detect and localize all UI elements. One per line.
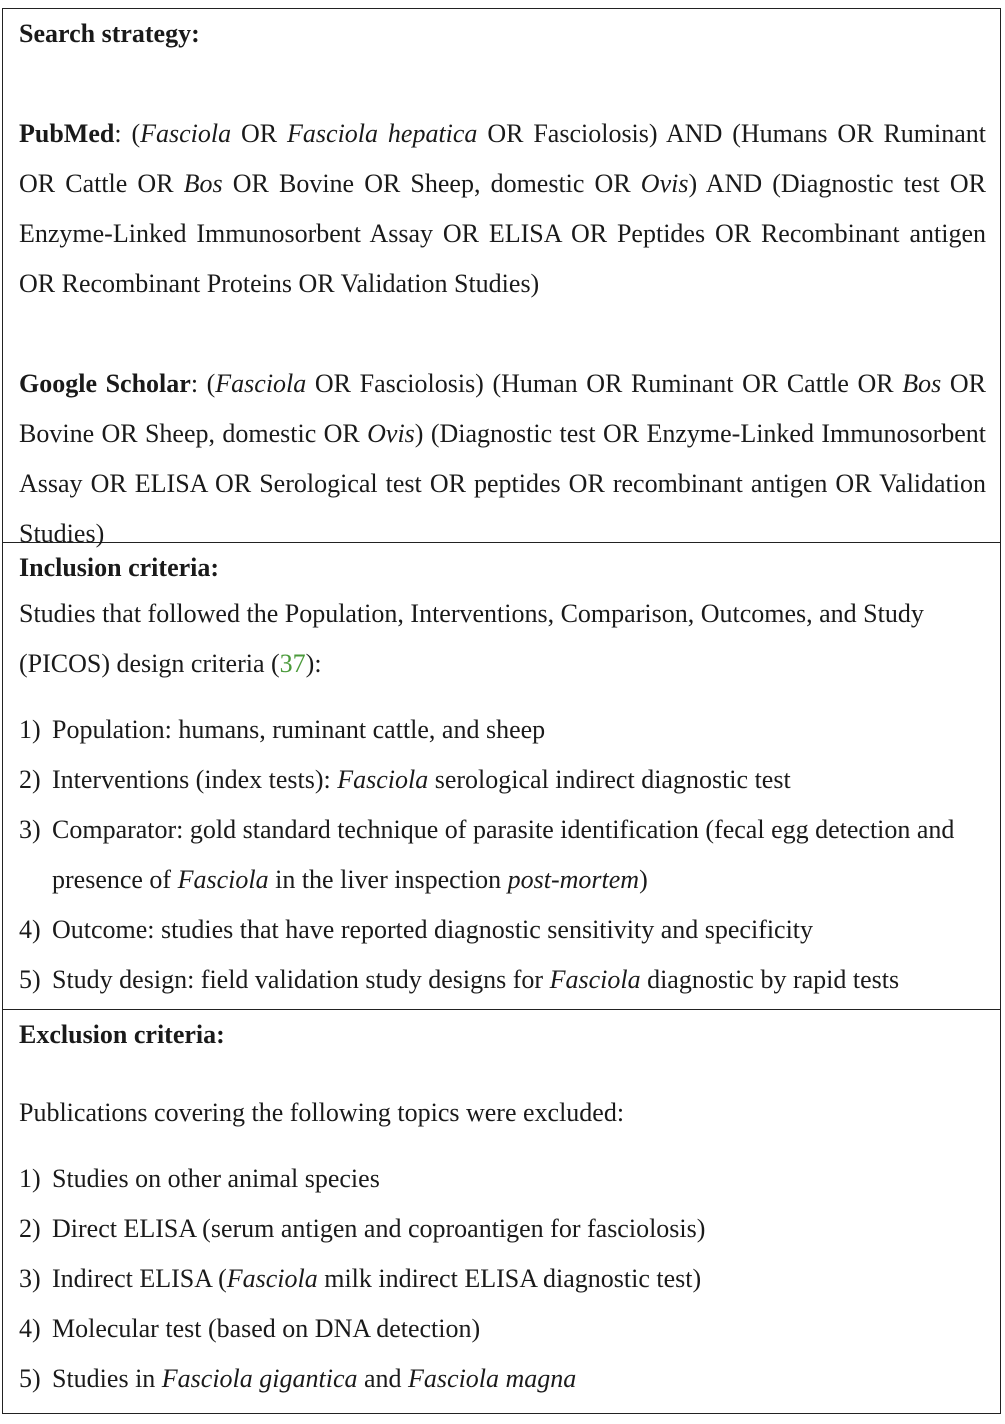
list-item: 5) Study design: field validation study designs for Fasciola diagnostic by rapid tests bbox=[19, 955, 1000, 1005]
inclusion-list bbox=[19, 705, 1000, 1005]
pubmed-query bbox=[19, 109, 986, 309]
exclusion-list bbox=[19, 1154, 1000, 1404]
list-item-number: 5) bbox=[19, 1364, 41, 1393]
scholar-label: Google Scholar bbox=[19, 369, 191, 398]
list-item: 3) Comparator: gold standard technique of parasite identification (fecal egg detection and presence of Fasciola in the liver inspection post-mortem) bbox=[19, 805, 1000, 905]
list-item: 4) Molecular test (based on DNA detection) bbox=[19, 1304, 1000, 1354]
exclusion-heading: Exclusion criteria: bbox=[19, 1020, 225, 1049]
list-item-number: 1) bbox=[19, 1164, 41, 1193]
list-item-number: 3) bbox=[19, 815, 41, 844]
list-item-number: 4) bbox=[19, 915, 41, 944]
pubmed-query-text: : (Fasciola OR Fasciola hepatica OR Fasciolosis) AND (Humans OR Ruminant OR Cattle OR Bos OR Bovine OR Sheep, domestic OR Ovis) AND (Diagnostic test OR Enzyme-Linked Immunosorbent Assay OR ELISA OR Peptides OR Recombinant antigen OR Recombinant Proteins OR Validation Studies) bbox=[19, 119, 986, 298]
list-item: 4) Outcome: studies that have reported diagnostic sensitivity and specificity bbox=[19, 905, 1000, 955]
scholar-query bbox=[19, 359, 986, 559]
inclusion-heading: Inclusion criteria: bbox=[19, 553, 220, 582]
scholar-query-text: : (Fasciola OR Fasciolosis) (Human OR Ruminant OR Cattle OR Bos OR Bovine OR Sheep, domestic OR Ovis) (Diagnostic test OR Enzyme-Linked Immunosorbent Assay OR ELISA OR Serological test OR peptides OR recombinant antigen OR Validation Studies) bbox=[19, 369, 986, 548]
list-item: 3) Indirect ELISA (Fasciola milk indirect ELISA diagnostic test) bbox=[19, 1254, 1000, 1304]
list-item: 2) Direct ELISA (serum antigen and coproantigen for fasciolosis) bbox=[19, 1204, 1000, 1254]
exclusion-intro: Publications covering the following topics were excluded: bbox=[19, 1098, 625, 1127]
search-strategy-section bbox=[3, 9, 1000, 548]
list-item: 1) Studies on other animal species bbox=[19, 1154, 1000, 1204]
list-item-number: 2) bbox=[19, 1214, 41, 1243]
reference-link[interactable]: 37 bbox=[279, 649, 306, 678]
search-strategy-heading: Search strategy: bbox=[19, 19, 200, 48]
list-item-number: 4) bbox=[19, 1314, 41, 1343]
list-item-number: 2) bbox=[19, 765, 41, 794]
inclusion-section bbox=[3, 542, 1000, 1009]
criteria-table bbox=[2, 8, 1001, 1414]
inclusion-intro: Studies that followed the Population, Interventions, Comparison, Outcomes, and Study (PICOS) design criteria (37): bbox=[19, 599, 924, 678]
list-item-number: 3) bbox=[19, 1264, 41, 1293]
list-item: 5) Studies in Fasciola gigantica and Fasciola magna bbox=[19, 1354, 1000, 1404]
pubmed-label: PubMed bbox=[19, 119, 115, 148]
list-item-number: 5) bbox=[19, 965, 41, 994]
list-item: 2) Interventions (index tests): Fasciola serological indirect diagnostic test bbox=[19, 755, 1000, 805]
list-item: 1) Population: humans, ruminant cattle, and sheep bbox=[19, 705, 1000, 755]
exclusion-section bbox=[3, 1009, 1000, 1413]
list-item-number: 1) bbox=[19, 715, 41, 744]
